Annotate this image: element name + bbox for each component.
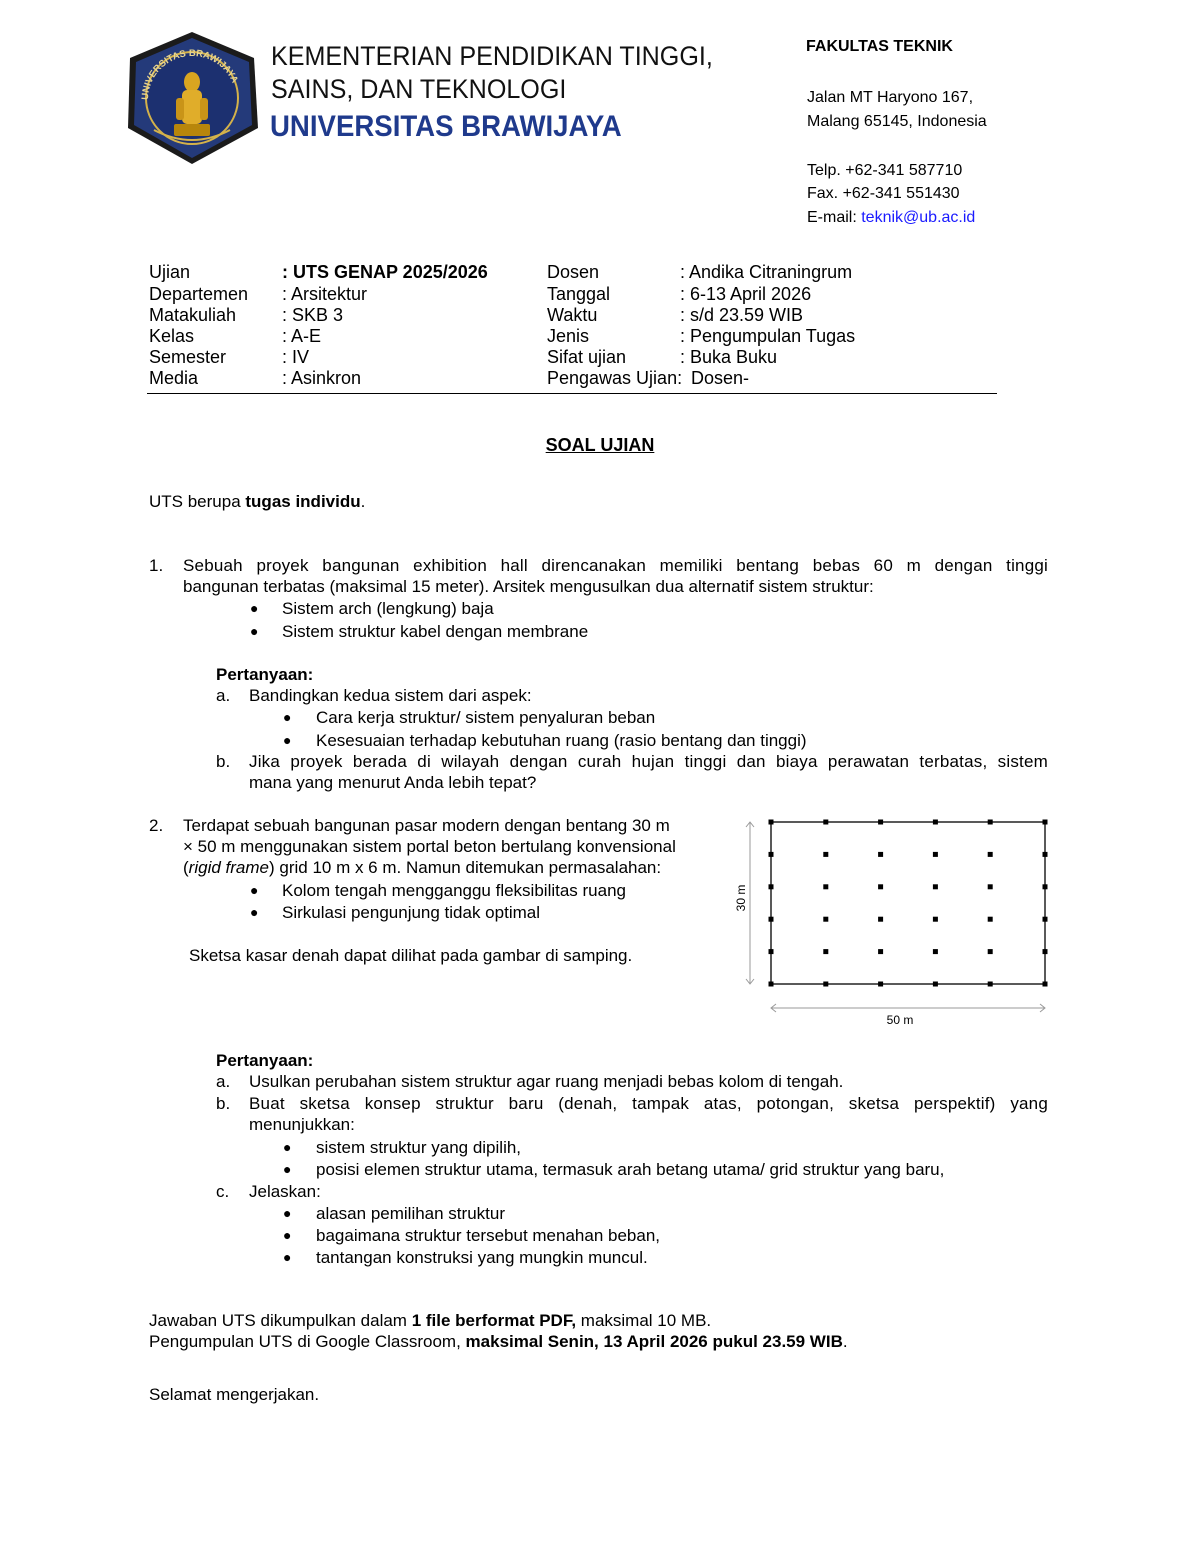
bullet-icon: ● [283, 1249, 292, 1265]
q1-b-line-2: mana yang menurut Anda lebih tepat? [249, 773, 537, 792]
info-value-waktu: : s/d 23.59 WIB [680, 305, 804, 325]
q1-option-2: Sistem struktur kabel dengan membrane [282, 622, 589, 641]
info-value-departemen: : Arsitektur [282, 284, 368, 304]
info-divider [147, 393, 997, 394]
bullet-icon: ● [283, 732, 292, 748]
q1-b-line-1: Jika proyek berada di wilayah dengan curah hujan tinggi dan biaya perawatan terbatas, sistem [249, 752, 1048, 771]
column-dot [878, 917, 883, 922]
column-dot [878, 982, 883, 987]
column-dot [1043, 949, 1048, 954]
q1-b-letter: b. [216, 752, 231, 771]
submission-deadline-pre: Pengumpulan UTS di Google Classroom, [149, 1332, 466, 1351]
q2-problem-2: Sirkulasi pengunjung tidak optimal [282, 903, 540, 922]
q2-line-1: Terdapat sebuah bangunan pasar modern dengan bentang 30 m [183, 816, 670, 835]
info-label-kelas: Kelas [149, 326, 195, 346]
q1-line-2: bangunan terbatas (maksimal 15 meter). Arsitek mengusulkan dua alternatif sistem struktur: [183, 577, 874, 596]
column-dot [769, 982, 774, 987]
bullet-icon: ● [250, 623, 259, 639]
submission-format [149, 1310, 711, 1331]
q2-a-text: Usulkan perubahan sistem struktur agar ruang menjadi bebas kolom di tengah. [249, 1072, 844, 1091]
info-label-matakuliah: Matakuliah [149, 305, 237, 325]
closing-text: Selamat mengerjakan. [149, 1385, 320, 1404]
info-value-matakuliah: : SKB 3 [282, 305, 344, 325]
info-label-dosen: Dosen [547, 262, 600, 282]
column-dot [988, 884, 993, 889]
ministry-line-2: SAINS, DAN TEKNOLOGI [271, 74, 567, 104]
column-dot [769, 884, 774, 889]
label-horizontal: 50 m [886, 1013, 914, 1027]
column-dot [988, 852, 993, 857]
info-label-waktu: Waktu [547, 305, 598, 325]
fax: Fax. +62-341 551430 [807, 185, 960, 202]
column-dot [933, 982, 938, 987]
q2-c-item-1: alasan pemilihan struktur [316, 1204, 505, 1223]
q1-number: 1. [149, 556, 164, 575]
university-name: UNIVERSITAS BRAWIJAYA [270, 110, 622, 143]
column-dot [769, 949, 774, 954]
university-logo [124, 30, 260, 166]
submission-deadline [149, 1331, 848, 1352]
info-value-sifat-ujian: : Buka Buku [680, 347, 778, 367]
q2-number: 2. [149, 816, 164, 835]
address-line-2: Malang 65145, Indonesia [807, 113, 987, 130]
column-dot [823, 820, 828, 825]
column-dot [933, 884, 938, 889]
q2-problem-1: Kolom tengah mengganggu fleksibilitas ruang [282, 881, 627, 900]
column-dot [823, 982, 828, 987]
q2-sketch-note: Sketsa kasar denah dapat dilihat pada gambar di samping. [189, 946, 633, 965]
address-line-1: Jalan MT Haryono 167, [807, 89, 974, 106]
info-label-media: Media [149, 368, 199, 388]
q2-b-line-1: Buat sketsa konsep struktur baru (denah, tampak atas, potongan, sketsa perspektif) yang [249, 1094, 1048, 1113]
q1-option-1: Sistem arch (lengkung) baja [282, 599, 494, 618]
column-dot [933, 820, 938, 825]
column-dot [878, 884, 883, 889]
submission-deadline-post: . [842, 1332, 848, 1351]
info-label-tanggal: Tanggal [547, 284, 611, 304]
column-dot [878, 820, 883, 825]
q2-line-3-post: ) grid 10 m x 6 m. Namun ditemukan permasalahan: [268, 858, 662, 877]
info-value-pengawas: Dosen- [691, 368, 750, 388]
q2-line-3 [183, 857, 661, 878]
email-label: E-mail: [807, 209, 857, 226]
info-value-dosen: : Andika Citraningrum [680, 262, 853, 282]
column-dot [1043, 982, 1048, 987]
column-dot [933, 852, 938, 857]
column-dot [933, 949, 938, 954]
page-title: SOAL UJIAN [545, 435, 655, 455]
column-dot [1043, 917, 1048, 922]
q2-b-item-1: sistem struktur yang dipilih, [316, 1138, 522, 1157]
q1-line-1: Sebuah proyek bangunan exhibition hall direncanakan memiliki bentang bebas 60 m dengan tinggi [183, 556, 1048, 575]
info-value-jenis: : Pengumpulan Tugas [680, 326, 856, 346]
intro-post: . [360, 492, 366, 511]
column-grid [769, 820, 1048, 987]
label-vertical: 30 m [734, 884, 748, 912]
info-label-jenis: Jenis [547, 326, 590, 346]
q2-line-3-pre: ( [183, 858, 189, 877]
q2-c-text: Jelaskan: [249, 1182, 321, 1201]
ministry-line-1: KEMENTERIAN PENDIDIKAN TINGGI, [271, 41, 713, 71]
bullet-icon: ● [250, 904, 259, 920]
submission-deadline-bold: maksimal Senin, 13 April 2026 pukul 23.59 WIB [465, 1332, 843, 1351]
q1-a-text: Bandingkan kedua sistem dari aspek: [249, 686, 532, 705]
column-dot [769, 820, 774, 825]
bullet-icon: ● [283, 1139, 292, 1155]
bullet-icon: ● [283, 1227, 292, 1243]
submission-format-post: maksimal 10 MB. [576, 1311, 712, 1330]
q1-question-label: Pertanyaan: [216, 665, 314, 684]
grid-plan-sketch [730, 808, 1060, 1030]
bullet-icon: ● [283, 709, 292, 725]
column-dot [878, 949, 883, 954]
column-dot [933, 917, 938, 922]
column-dot [988, 949, 993, 954]
info-value-ujian: : UTS GENAP 2025/2026 [282, 262, 488, 282]
info-value-tanggal: : 6-13 April 2026 [680, 284, 812, 304]
column-dot [769, 852, 774, 857]
column-dot [1043, 852, 1048, 857]
column-dot [769, 917, 774, 922]
column-dot [823, 949, 828, 954]
phone: Telp. +62-341 587710 [807, 162, 963, 179]
email-row [807, 208, 975, 228]
info-label-sifat-ujian: Sifat ujian [547, 347, 627, 367]
q2-question-label: Pertanyaan: [216, 1051, 314, 1070]
intro-text [149, 491, 365, 512]
bullet-icon: ● [283, 1161, 292, 1177]
q2-a-letter: a. [216, 1072, 231, 1091]
column-dot [823, 852, 828, 857]
bullet-icon: ● [250, 882, 259, 898]
column-dot [878, 852, 883, 857]
column-dot [1043, 820, 1048, 825]
q1-a-item-1: Cara kerja struktur/ sistem penyaluran beban [316, 708, 656, 727]
q2-line-3-italic: rigid frame [188, 858, 269, 877]
column-dot [1043, 884, 1048, 889]
q1-a-item-2: Kesesuaian terhadap kebutuhan ruang (rasio bentang dan tinggi) [316, 731, 807, 750]
bullet-icon: ● [250, 600, 259, 616]
q2-c-item-3: tantangan konstruksi yang mungkin muncul. [316, 1248, 648, 1267]
submission-format-bold: 1 file berformat PDF, [411, 1311, 577, 1330]
email-link[interactable]: teknik@ub.ac.id [861, 209, 976, 226]
q1-a-letter: a. [216, 686, 231, 705]
column-dot [988, 820, 993, 825]
column-dot [823, 917, 828, 922]
q2-b-item-2: posisi elemen struktur utama, termasuk arah betang utama/ grid struktur yang baru, [316, 1160, 945, 1179]
info-value-semester: : IV [282, 347, 310, 367]
q2-c-letter: c. [216, 1182, 230, 1201]
plan-outline [771, 822, 1045, 984]
q2-c-item-2: bagaimana struktur tersebut menahan beban, [316, 1226, 661, 1245]
intro-pre: UTS berupa [149, 492, 246, 511]
q2-b-letter: b. [216, 1094, 231, 1113]
info-label-semester: Semester [149, 347, 227, 367]
info-value-media: : Asinkron [282, 368, 362, 388]
q2-line-2: × 50 m menggunakan sistem portal beton bertulang konvensional [183, 837, 676, 856]
info-value-kelas: : A-E [282, 326, 322, 346]
logo-text: UNIVERSITAS BRAWIJAYA [139, 47, 241, 101]
info-label-pengawas: Pengawas Ujian: [547, 368, 683, 388]
faculty-name: FAKULTAS TEKNIK [806, 38, 953, 55]
submission-format-pre: Jawaban UTS dikumpulkan dalam [149, 1311, 412, 1330]
q2-b-line-2: menunjukkan: [249, 1115, 355, 1134]
column-dot [988, 982, 993, 987]
info-label-ujian: Ujian [149, 262, 191, 282]
column-dot [988, 917, 993, 922]
intro-bold: tugas individu [245, 492, 361, 511]
column-dot [823, 884, 828, 889]
bullet-icon: ● [283, 1205, 292, 1221]
info-label-departemen: Departemen [149, 284, 249, 304]
